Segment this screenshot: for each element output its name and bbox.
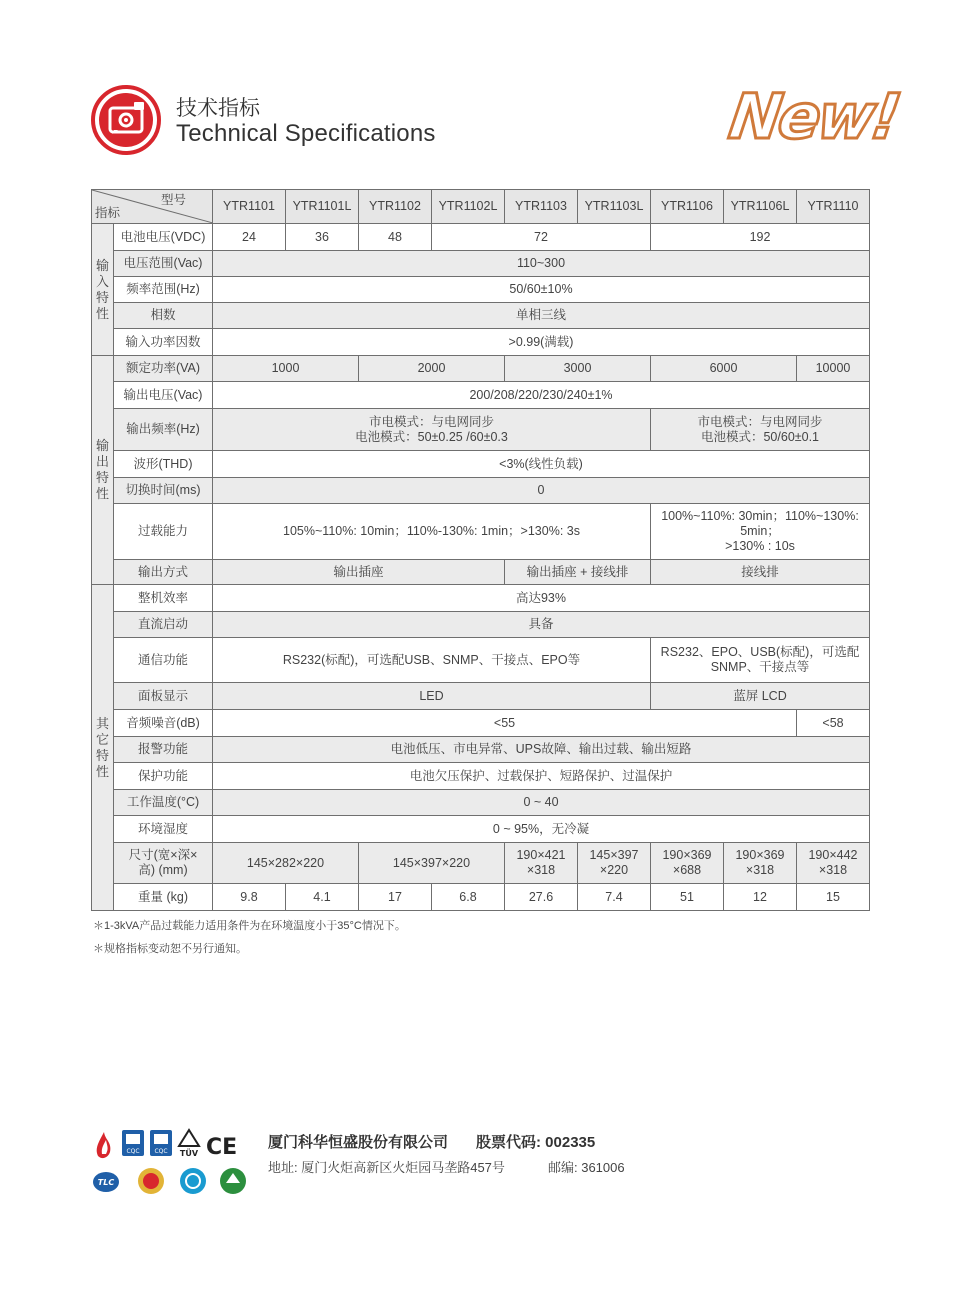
table-cell	[651, 843, 724, 884]
table-cell: 145×397×220	[359, 843, 505, 884]
cell-line: 190×421	[516, 848, 566, 862]
row-label: 音频噪音(dB)	[114, 710, 213, 737]
corner-indicator-label: 指标	[95, 206, 121, 220]
table-cell	[651, 638, 870, 683]
model-header: YTR1103L	[578, 190, 651, 224]
model-header: YTR1101L	[286, 190, 359, 224]
table-row	[92, 382, 870, 409]
cell-line: 100%~110%: 30min；110%~130%:	[661, 509, 859, 523]
footnote-overload: ＊1-3kVA产品过载能力适用条件为在环境温度小于35°C情况下。	[93, 920, 406, 932]
cell-line: 190×369	[735, 848, 785, 862]
cqc-mark-icon	[122, 1130, 144, 1156]
row-label	[114, 843, 213, 884]
table-cell: 48	[359, 224, 432, 251]
model-header: YTR1110	[797, 190, 870, 224]
table-cell: 15	[797, 884, 870, 911]
table-row	[92, 478, 870, 504]
table-cell: 3000	[505, 356, 651, 382]
svg-text:CQC: CQC	[154, 1148, 168, 1155]
tlc-mark-icon	[93, 1172, 119, 1192]
cell-line: ×318	[745, 863, 775, 877]
torch-logo-icon	[97, 1132, 111, 1158]
table-cell: 0 ~ 95%，无冷凝	[213, 816, 870, 843]
table-cell: 输出插座	[213, 560, 505, 585]
table-row	[92, 763, 870, 790]
table-cell: 7.4	[578, 884, 651, 911]
group-label-other: 其它特性	[92, 585, 114, 911]
cell-line: RS232、EPO、USB(标配)，可选配	[660, 645, 860, 659]
page-title-en: Technical Specifications	[176, 120, 436, 147]
cell-line: 190×442	[808, 848, 858, 862]
row-label: 面板显示	[114, 683, 213, 710]
ce-mark-icon: CE	[206, 1135, 238, 1160]
svg-text:CQC: CQC	[126, 1148, 140, 1155]
table-cell: 高达93%	[213, 585, 870, 612]
page-title-cn: 技术指标	[176, 97, 260, 120]
certification-logos	[92, 1126, 252, 1198]
table-row	[92, 504, 870, 560]
table-row	[92, 560, 870, 585]
table-row	[92, 710, 870, 737]
row-label: 通信功能	[114, 638, 213, 683]
table-row	[92, 409, 870, 451]
postcode: 邮编: 361006	[548, 1160, 625, 1175]
table-row	[92, 329, 870, 356]
tuv-mark-icon	[179, 1130, 199, 1158]
row-label: 电池电压(VDC)	[114, 224, 213, 251]
environmental-mark-icon	[180, 1168, 206, 1194]
energy-saving-mark-icon	[138, 1168, 164, 1194]
row-label: 报警功能	[114, 737, 213, 763]
row-label: 频率范围(Hz)	[114, 277, 213, 303]
model-header: YTR1102L	[432, 190, 505, 224]
footnote-disclaimer: ＊规格指标变动恕不另行通知。	[93, 943, 247, 955]
row-label: 额定功率(VA)	[114, 356, 213, 382]
row-label: 过载能力	[114, 504, 213, 560]
cell-line: ×318	[526, 863, 556, 877]
table-cell: 具备	[213, 612, 870, 638]
table-cell: 2000	[359, 356, 505, 382]
table-row	[92, 585, 870, 612]
table-row	[92, 683, 870, 710]
table-cell: 6.8	[432, 884, 505, 911]
table-cell: <55	[213, 710, 797, 737]
table-cell	[578, 843, 651, 884]
row-label: 输出电压(Vac)	[114, 382, 213, 409]
group-label-output: 输出特性	[92, 356, 114, 585]
row-label: 工作温度(°C)	[114, 790, 213, 816]
model-header: YTR1103	[505, 190, 578, 224]
table-cell: 72	[432, 224, 651, 251]
cell-line: ×688	[672, 863, 702, 877]
spec-table	[91, 189, 870, 911]
model-header: YTR1102	[359, 190, 432, 224]
table-header-row	[92, 190, 870, 224]
table-cell	[651, 409, 870, 451]
stock-code: 股票代码: 002335	[476, 1134, 596, 1151]
table-cell: 蓝屏 LCD	[651, 683, 870, 710]
row-label: 重量 (kg)	[114, 884, 213, 911]
cell-line: SNMP、干接点等	[710, 660, 810, 674]
table-cell: 4.1	[286, 884, 359, 911]
table-row	[92, 612, 870, 638]
green-product-mark-icon	[220, 1168, 246, 1194]
cell-line: >130% : 10s	[725, 539, 795, 553]
row-label: 输入功率因数	[114, 329, 213, 356]
row-label: 输出频率(Hz)	[114, 409, 213, 451]
table-cell: 0	[213, 478, 870, 504]
table-cell: LED	[213, 683, 651, 710]
cell-line: 电池模式：50/60±0.1	[700, 429, 820, 444]
table-cell: 6000	[651, 356, 797, 382]
company-name: 厦门科华恒盛股份有限公司	[268, 1134, 449, 1151]
table-cell	[213, 409, 651, 451]
tuv-label: TÜV	[179, 1149, 199, 1158]
table-cell: 电池欠压保护、过载保护、短路保护、过温保护	[213, 763, 870, 790]
table-row	[92, 843, 870, 884]
table-row	[92, 451, 870, 478]
row-label: 切换时间(ms)	[114, 478, 213, 504]
table-cell	[651, 504, 870, 560]
row-label: 相数	[114, 303, 213, 329]
table-cell: 17	[359, 884, 432, 911]
table-row	[92, 884, 870, 911]
table-cell: 200/208/220/230/240±1%	[213, 382, 870, 409]
table-cell: 24	[213, 224, 286, 251]
table-cell: 单相三线	[213, 303, 870, 329]
row-label: 保护功能	[114, 763, 213, 790]
table-cell: 145×282×220	[213, 843, 359, 884]
table-cell: RS232(标配)，可选配USB、SNMP、干接点、EPO等	[213, 638, 651, 683]
table-row	[92, 638, 870, 683]
cell-line: 尺寸(宽×深×	[128, 848, 198, 862]
row-label: 直流启动	[114, 612, 213, 638]
table-cell: 接线排	[651, 560, 870, 585]
table-row	[92, 251, 870, 277]
table-cell	[797, 843, 870, 884]
row-label: 整机效率	[114, 585, 213, 612]
table-row	[92, 277, 870, 303]
model-header: YTR1106L	[724, 190, 797, 224]
table-cell	[505, 843, 578, 884]
cell-line: 市电模式：与电网同步	[368, 414, 494, 429]
table-cell: 50/60±10%	[213, 277, 870, 303]
corner-model-label: 型号	[160, 193, 186, 207]
row-label: 环境湿度	[114, 816, 213, 843]
table-cell: 12	[724, 884, 797, 911]
table-cell: 10000	[797, 356, 870, 382]
model-header: YTR1101	[213, 190, 286, 224]
cell-line: 市电模式：与电网同步	[697, 414, 823, 429]
row-label: 电压范围(Vac)	[114, 251, 213, 277]
model-header: YTR1106	[651, 190, 724, 224]
table-cell: <3%(线性负载)	[213, 451, 870, 478]
cell-line: 145×397	[589, 848, 639, 862]
cell-line: 高) (mm)	[138, 863, 188, 877]
table-cell: 51	[651, 884, 724, 911]
row-label: 波形(THD)	[114, 451, 213, 478]
table-row	[92, 790, 870, 816]
table-cell: 电池低压、市电异常、UPS故障、输出过载、输出短路	[213, 737, 870, 763]
table-cell: 36	[286, 224, 359, 251]
header-corner-cell	[92, 190, 213, 224]
table-row	[92, 356, 870, 382]
table-row	[92, 816, 870, 843]
table-row	[92, 737, 870, 763]
new-badge: New!	[724, 80, 903, 153]
cell-line: 190×369	[662, 848, 712, 862]
table-cell: 输出插座 + 接线排	[505, 560, 651, 585]
group-label-input: 输入特性	[92, 224, 114, 356]
table-cell: 110~300	[213, 251, 870, 277]
table-cell: 27.6	[505, 884, 578, 911]
table-cell: 0 ~ 40	[213, 790, 870, 816]
cell-line: 5min；	[740, 524, 780, 538]
table-cell: <58	[797, 710, 870, 737]
table-cell: 192	[651, 224, 870, 251]
cqc-mark-2-icon	[150, 1130, 172, 1156]
table-row	[92, 224, 870, 251]
cell-line: 电池模式：50±0.25 /60±0.3	[355, 429, 508, 444]
tlc-label: TLC	[97, 1178, 115, 1187]
cell-line: ×318	[818, 863, 848, 877]
table-row	[92, 303, 870, 329]
table-cell	[724, 843, 797, 884]
row-label: 输出方式	[114, 560, 213, 585]
table-cell: 1000	[213, 356, 359, 382]
table-cell: >0.99(满载)	[213, 329, 870, 356]
technical-specs-icon	[90, 84, 162, 156]
table-cell: 105%~110%: 10min；110%-130%: 1min；>130%: 3s	[213, 504, 651, 560]
table-cell: 9.8	[213, 884, 286, 911]
company-address: 地址: 厦门火炬高新区火炬园马垄路457号	[268, 1160, 505, 1175]
cell-line: ×220	[599, 863, 629, 877]
